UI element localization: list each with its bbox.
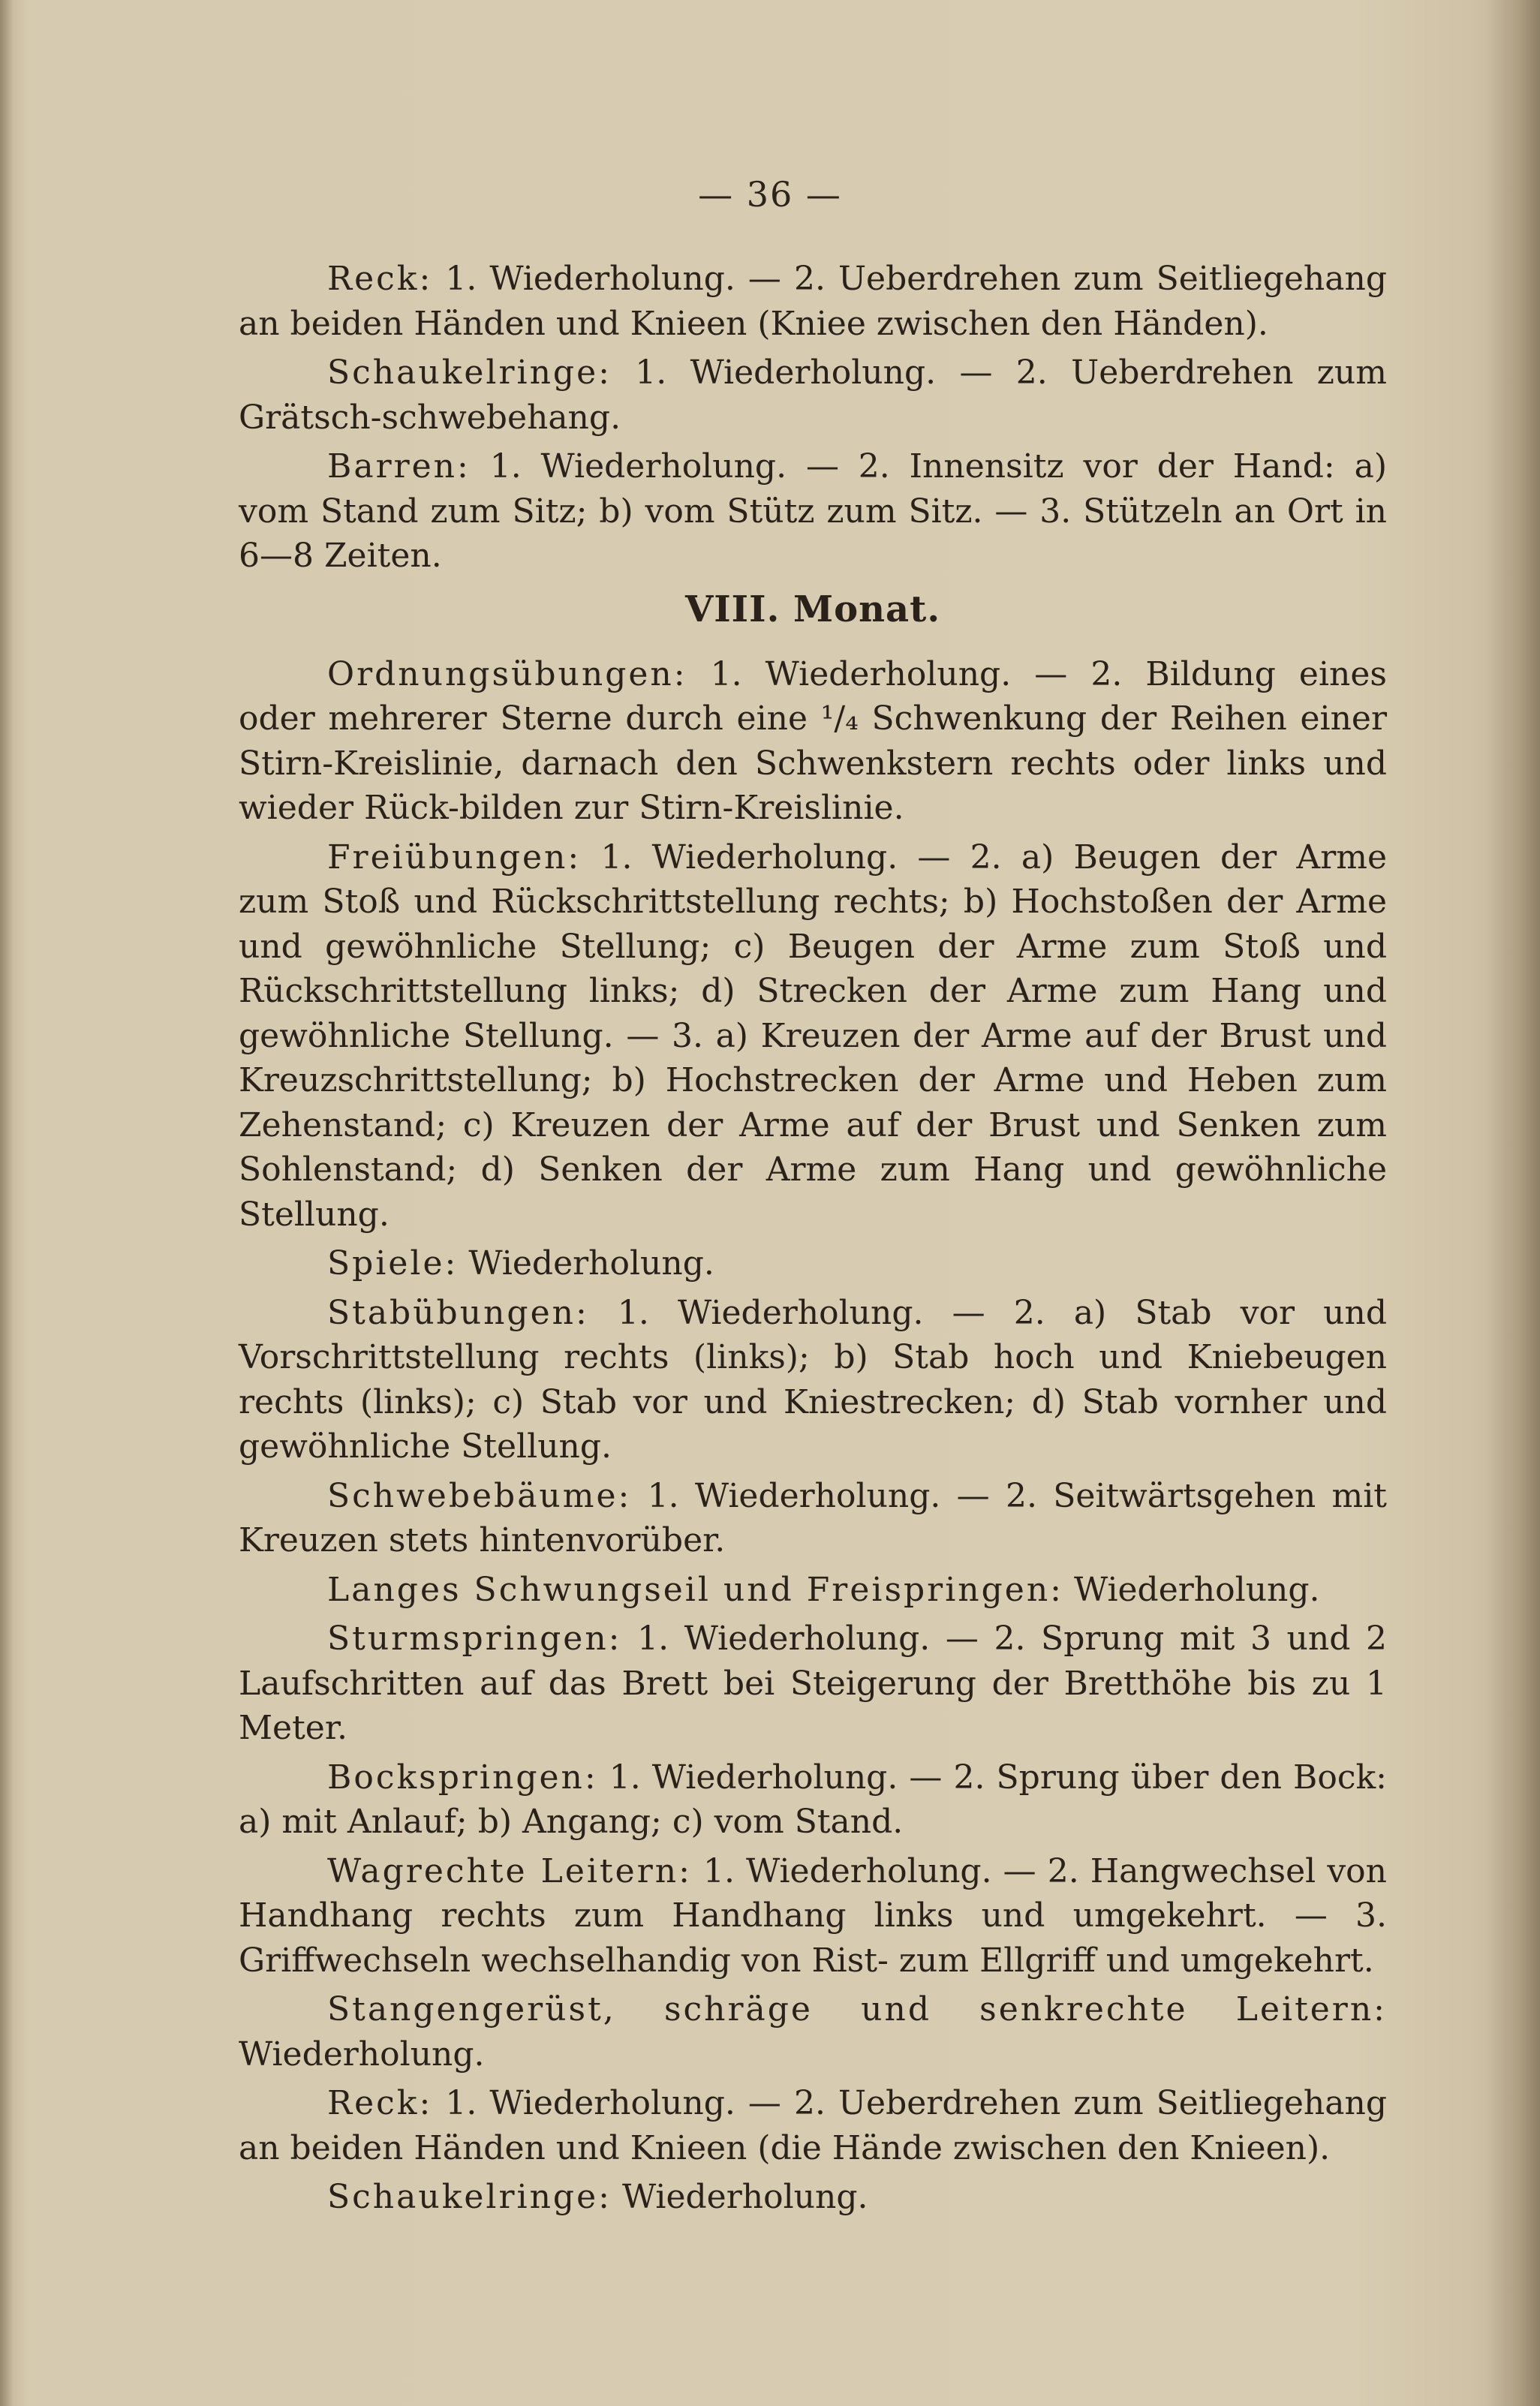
section-heading: VIII. Monat. — [684, 588, 941, 630]
exercise-label: Stangengerüst, schräge und senkrechte Leitern: — [327, 1990, 1387, 2029]
exercise-text: 1. Wiederholung. — 2. Seitwärtsgehen mit Kreuzen stets hintenvorüber. — [239, 1476, 1387, 1559]
paragraph — [239, 2081, 1387, 2170]
paragraph — [239, 1849, 1387, 1983]
paragraph — [239, 2175, 1387, 2220]
page-edge-shadow — [1487, 0, 1540, 2406]
paragraph — [239, 1617, 1387, 1751]
exercise-text: 1. Wiederholung. — 2. Bildung eines oder mehrerer Sterne durch eine ¹/₄ Schwenkung der Reihen einer Stirn-Kreislinie, darnach den Schwenkstern rechts oder links und wieder Rück-bilden zur Stirn-Kreislinie. — [239, 654, 1387, 827]
paragraph — [239, 1474, 1387, 1563]
exercise-label: Reck: — [327, 260, 433, 298]
paragraph — [239, 350, 1387, 440]
paragraph — [239, 1568, 1387, 1613]
exercise-text: 1. Wiederholung. — 2. Hangwechsel von Handhang rechts zum Handhang links und umgekehrt. — 3. Griffwechseln wechselhandig von Rist- zum Ellgriff und umgekehrt. — [239, 1851, 1388, 1980]
exercise-text: 1. Wiederholung. — 2. a) Beugen der Arme zum Stoß und Rückschrittstellung rechts; b) Hochstoßen der Arme und gewöhnliche Stellung; c) Beugen der Arme zum Stoß und Rückschrittstellung links; d) Strecken der Arme zum Hang und gewöhnliche Stellung. — 3. a) Kreuzen der Arme auf der Brust und Kreuzschrittstellung; b) Hochstrecken der Arme und Heben zum Zehenstand; c) Kreuzen der Arme auf der Brust und Senken zum Sohlenstand; d) Senken der Arme zum Hang und gewöhnliche Stellung. — [239, 838, 1387, 1234]
page-number: — 36 — — [698, 174, 842, 215]
exercise-label: Stabübungen: — [327, 1293, 589, 1332]
exercise-label: Sturmspringen: — [327, 1620, 622, 1658]
exercise-label: Freiübungen: — [327, 838, 582, 877]
text-block — [239, 257, 1387, 2224]
exercise-label: Schaukelringe: — [327, 353, 612, 392]
paragraph — [239, 1241, 1387, 1286]
paragraph — [239, 1987, 1387, 2077]
exercise-label: Schaukelringe: — [327, 2178, 612, 2216]
exercise-text: 1. Wiederholung. — 2. Ueberdrehen zum Grätsch-schwebehang. — [239, 353, 1387, 437]
exercise-label: Bockspringen: — [327, 1758, 598, 1797]
exercise-text: 1. Wiederholung. — 2. Ueberdrehen zum Seitliegehang an beiden Händen und Knieen (Kniee zwischen den Händen). — [239, 260, 1387, 343]
exercise-text: Wiederholung. — [458, 1244, 714, 1283]
paragraph — [239, 835, 1387, 1238]
section-month-viii — [239, 652, 1387, 2220]
exercise-text: 1. Wiederholung. — 2. Sprung über den Bock: a) mit Anlauf; b) Angang; c) vom Stand. — [239, 1758, 1387, 1841]
paragraph — [239, 1291, 1387, 1469]
exercise-text: 1. Wiederholung. — 2. Sprung mit 3 und 2 Laufschritten auf das Brett bei Steigerung der Bretthöhe bis zu 1 Meter. — [239, 1620, 1387, 1747]
exercise-label: Langes Schwungseil und Freispringen: — [327, 1570, 1063, 1609]
page-gutter-shadow — [0, 0, 14, 2406]
exercise-label: Schwebebäume: — [327, 1476, 632, 1515]
paragraph — [239, 1755, 1387, 1845]
section-previous-month — [239, 257, 1387, 579]
exercise-label: Ordnungsübungen: — [327, 654, 687, 693]
paragraph — [239, 652, 1387, 831]
paragraph — [239, 444, 1387, 579]
exercise-text: 1. Wiederholung. — 2. Ueberdrehen zum Seitliegehang an beiden Händen und Knieen (die Hände zwischen den Knieen). — [239, 2084, 1387, 2167]
exercise-text: 1. Wiederholung. — 2. a) Stab vor und Vorschrittstellung rechts (links); b) Stab hoch und Kniebeugen rechts (links); c) Stab vor und Kniestrecken; d) Stab vornher und gewöhnliche Stellung. — [239, 1293, 1387, 1466]
exercise-text: 1. Wiederholung. — 2. Innensitz vor der Hand: a) vom Stand zum Sitz; b) vom Stütz zum Sitz. — 3. Stützeln an Ort in 6—8 Zeiten. — [239, 447, 1387, 575]
exercise-text: Wiederholung. — [611, 2178, 868, 2216]
exercise-label: Spiele: — [327, 1244, 459, 1283]
exercise-label: Reck: — [327, 2084, 433, 2122]
paragraph — [239, 257, 1387, 346]
exercise-label: Barren: — [327, 447, 471, 486]
exercise-label: Wagrechte Leitern: — [327, 1851, 692, 1890]
exercise-text: Wiederholung. — [239, 2035, 485, 2074]
exercise-text: Wiederholung. — [1063, 1570, 1320, 1609]
